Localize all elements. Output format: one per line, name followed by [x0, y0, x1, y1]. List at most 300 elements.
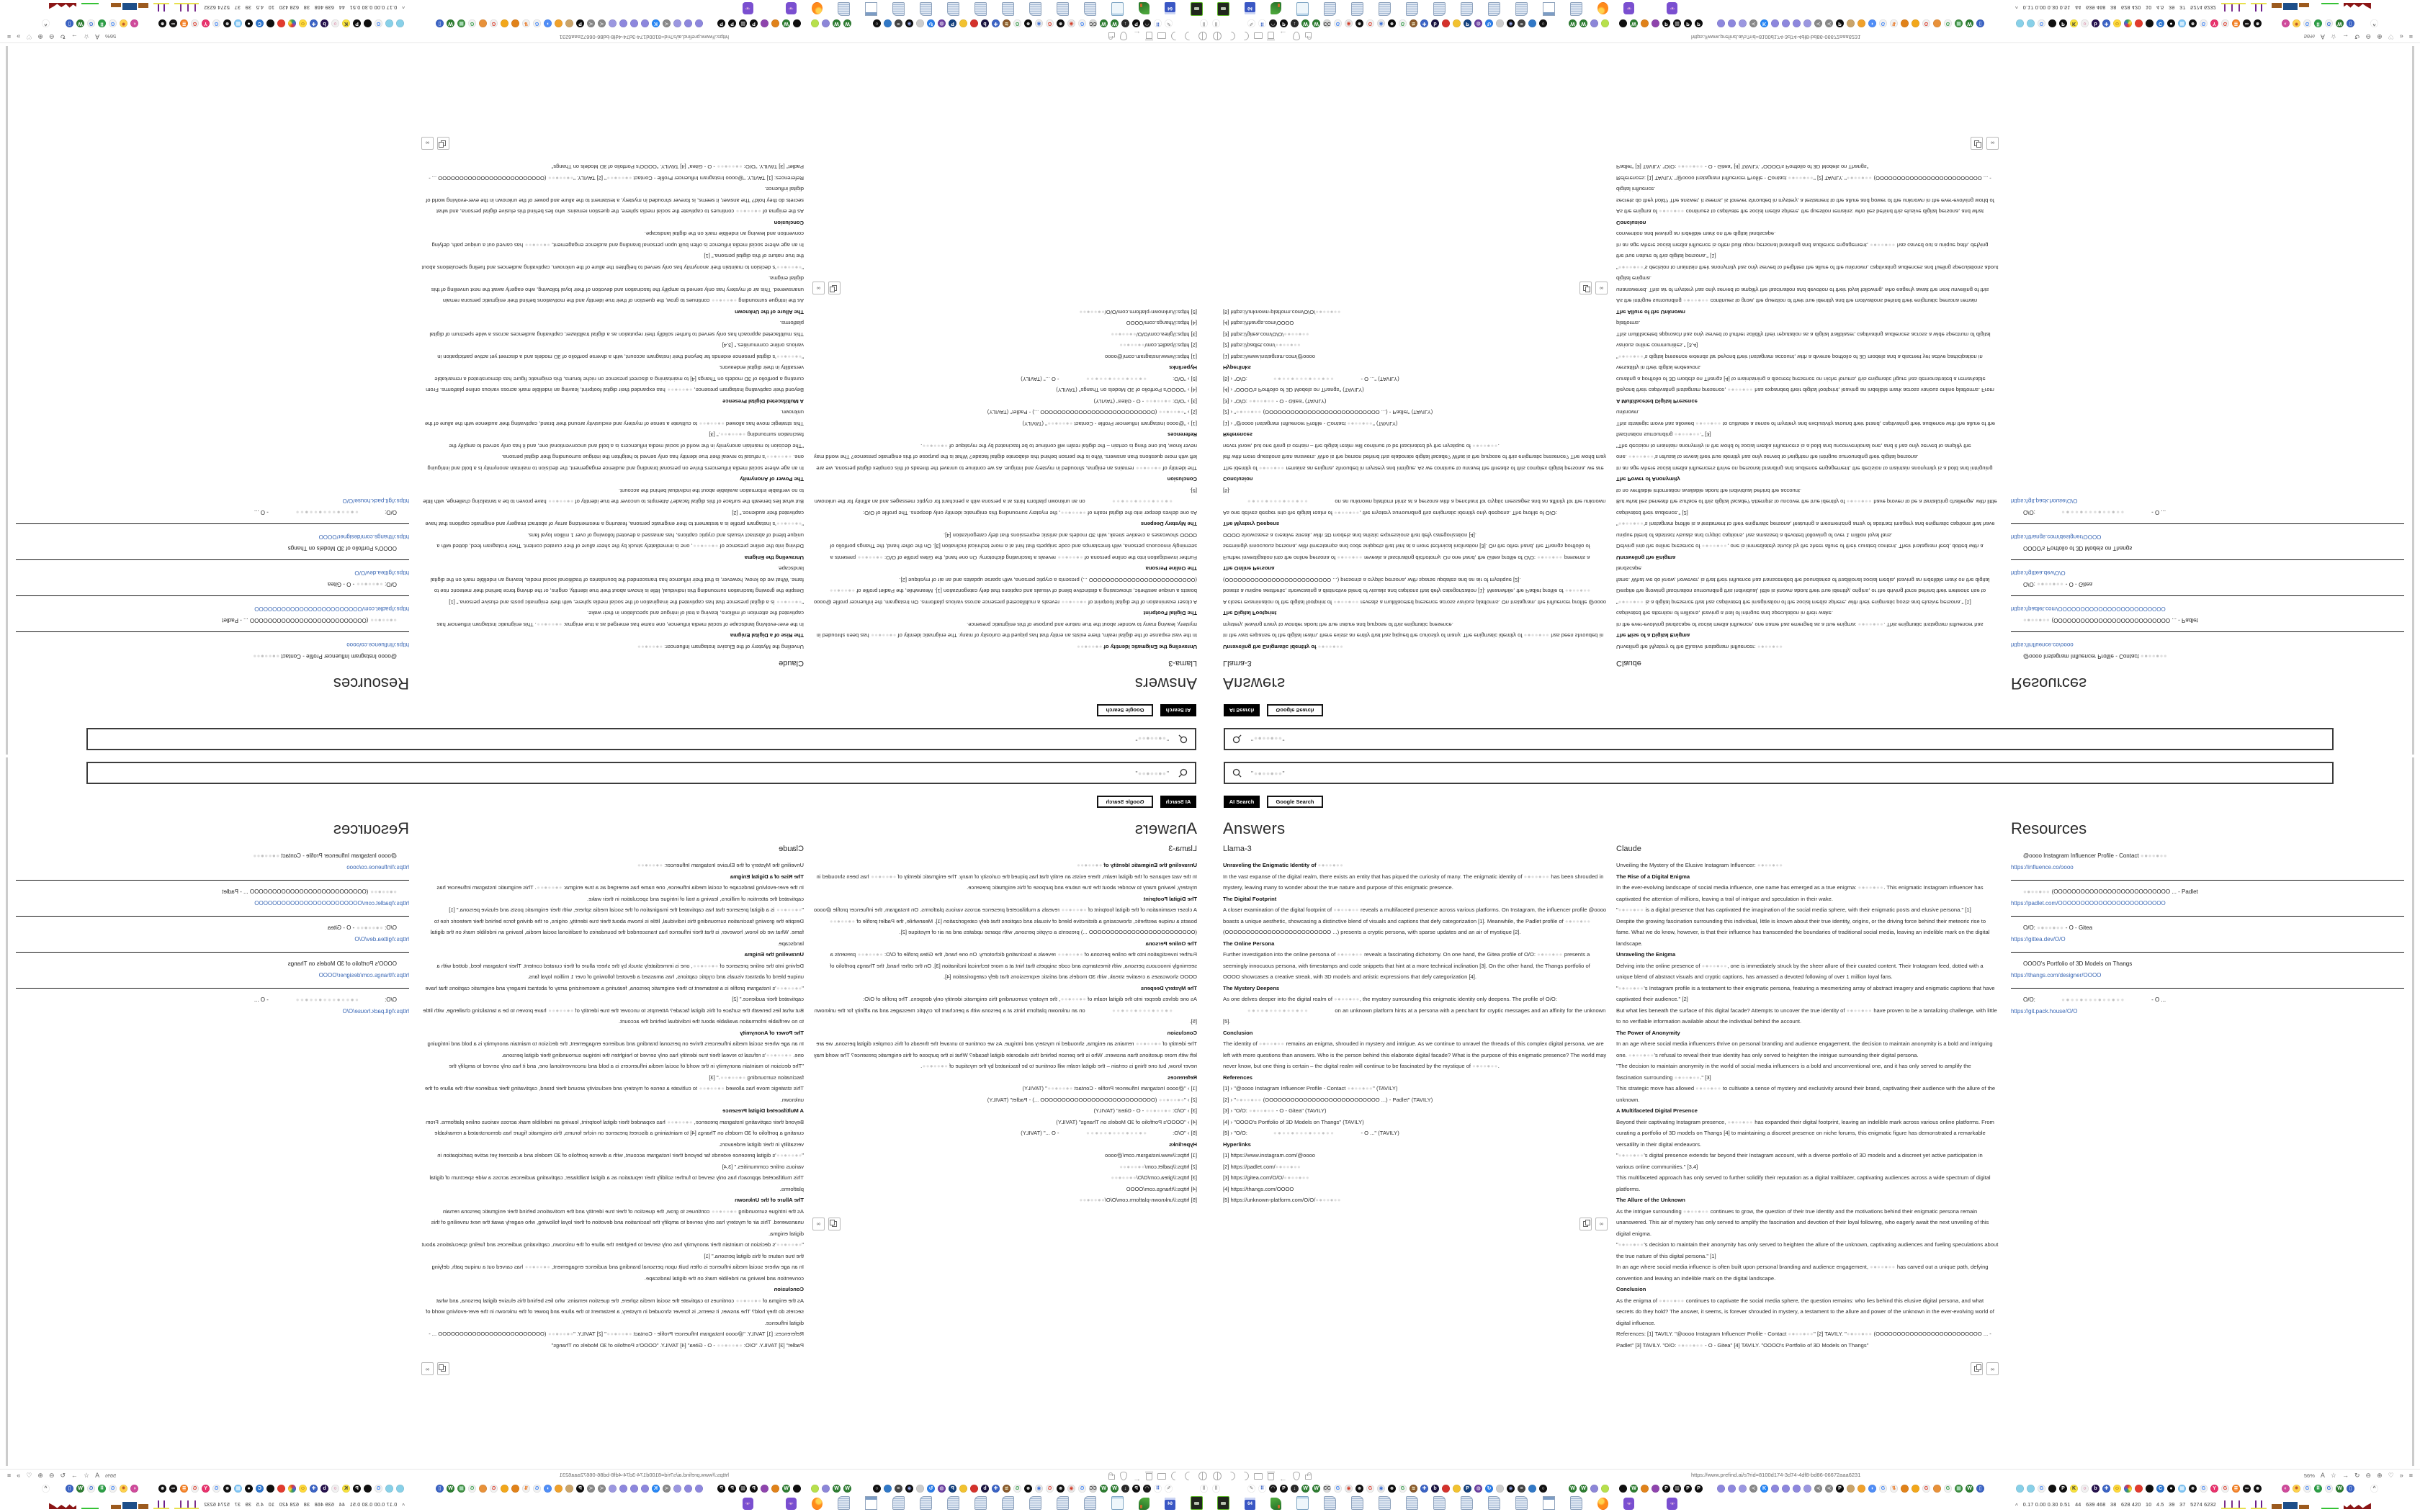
- tab-favicon[interactable]: [555, 1485, 563, 1493]
- tab-favicon[interactable]: ○: [2081, 20, 2089, 28]
- toolbar-icon[interactable]: [1108, 1475, 1115, 1480]
- tab-favicon[interactable]: ‖: [1200, 20, 1208, 28]
- tab-favicon[interactable]: ≺: [663, 20, 671, 28]
- desktop-icon[interactable]: [1543, 2, 1555, 16]
- zoom-level[interactable]: 56%: [2303, 33, 2315, 40]
- tab-favicon[interactable]: ^: [42, 20, 50, 28]
- desktop-icon[interactable]: [1296, 1496, 1309, 1510]
- tab-favicon[interactable]: ‖: [1200, 1485, 1208, 1493]
- toolbar-icon[interactable]: ↻: [2354, 1472, 2360, 1479]
- tab-favicon[interactable]: G: [375, 20, 382, 28]
- tab-favicon[interactable]: ⠿: [1258, 1485, 1266, 1493]
- toolbar-icon[interactable]: [1198, 1472, 1207, 1480]
- toolbar-icon[interactable]: ☆: [2330, 1472, 2336, 1479]
- toolbar-icon[interactable]: [1213, 32, 1222, 41]
- tab-favicon[interactable]: [266, 20, 274, 28]
- tab-favicon[interactable]: P: [353, 1485, 361, 1493]
- resource-title[interactable]: OOOO's Portfolio of 3D Models on Thangs: [2023, 545, 2133, 552]
- tab-favicon[interactable]: ‖: [1212, 1485, 1220, 1493]
- tab-favicon[interactable]: ✹: [2293, 1485, 2300, 1493]
- tab-favicon[interactable]: [1739, 20, 1747, 28]
- tab-favicon[interactable]: [641, 1485, 649, 1493]
- page-scrollbar[interactable]: [6, 757, 8, 1466]
- tab-favicon[interactable]: W: [1569, 1485, 1577, 1493]
- tab-favicon[interactable]: ◉: [905, 20, 913, 28]
- tab-favicon[interactable]: ↻: [927, 20, 935, 28]
- copy-answer-button[interactable]: [1579, 282, 1592, 295]
- desktop-icon[interactable]: [892, 2, 905, 16]
- tab-favicon[interactable]: ✚: [992, 20, 1000, 28]
- tab-favicon[interactable]: G: [2303, 20, 2311, 28]
- tab-favicon[interactable]: ∞: [169, 1485, 177, 1493]
- toolbar-icon[interactable]: [1279, 1472, 1288, 1480]
- tab-favicon[interactable]: W: [1966, 20, 1973, 28]
- tab-favicon[interactable]: [2027, 1485, 2035, 1493]
- tab-favicon[interactable]: ↓: [1291, 20, 1299, 28]
- tab-favicon[interactable]: P: [1695, 1485, 1703, 1493]
- search-input[interactable]: [86, 728, 1196, 750]
- tab-favicon[interactable]: P: [717, 1485, 725, 1493]
- tab-favicon[interactable]: ▯: [436, 1485, 444, 1493]
- tab-favicon[interactable]: G: [1399, 20, 1407, 28]
- resource-link[interactable]: https://padlet.com/OOOOOOOOOOOOOOOOOOOOOOOO: [254, 606, 409, 612]
- tab-favicon[interactable]: ☻: [1356, 21, 1363, 27]
- tab-favicon[interactable]: [1496, 20, 1504, 28]
- toolbar-icon[interactable]: [1239, 30, 1251, 42]
- tab-favicon[interactable]: G: [1334, 1485, 1342, 1493]
- tab-favicon[interactable]: G: [1334, 20, 1342, 28]
- google-search-button[interactable]: Google Search: [1097, 704, 1153, 716]
- resource-title[interactable]: O/O: ●●●●●●● - O - Gitea: [2023, 581, 2093, 588]
- copy-answer-button[interactable]: [828, 1218, 841, 1230]
- tab-favicon[interactable]: [288, 20, 296, 28]
- tab-favicon[interactable]: W: [782, 1485, 790, 1493]
- toolbar-icon[interactable]: ♡: [2388, 33, 2394, 40]
- tab-favicon[interactable]: P: [1132, 20, 1140, 28]
- tab-favicon[interactable]: [1590, 20, 1598, 28]
- desktop-icon[interactable]: [1002, 2, 1014, 16]
- tab-favicon[interactable]: [2016, 20, 2024, 28]
- desktop-icon[interactable]: [1270, 2, 1281, 14]
- toolbar-icon[interactable]: [1132, 32, 1141, 41]
- desktop-icon[interactable]: [920, 1496, 932, 1510]
- tab-favicon[interactable]: W: [1100, 20, 1108, 28]
- tab-favicon[interactable]: [1717, 20, 1725, 28]
- link-answer-button[interactable]: [1986, 1362, 1999, 1375]
- tab-favicon[interactable]: ○: [331, 20, 339, 28]
- copy-answer-button[interactable]: [437, 137, 449, 150]
- tab-favicon[interactable]: [1442, 20, 1450, 28]
- tab-favicon[interactable]: ≋: [1410, 20, 1417, 28]
- toolbar-icon[interactable]: ⊕: [2377, 33, 2383, 40]
- tab-favicon[interactable]: P: [728, 1485, 736, 1493]
- tab-favicon[interactable]: ☻: [224, 1485, 230, 1491]
- tab-favicon[interactable]: [1717, 1485, 1725, 1493]
- tab-favicon[interactable]: ⠿: [98, 1485, 106, 1493]
- tab-favicon[interactable]: P: [1662, 20, 1670, 28]
- desktop-icon[interactable]: [1245, 2, 1255, 14]
- tab-favicon[interactable]: [2146, 1485, 2154, 1493]
- tab-favicon[interactable]: [1641, 20, 1649, 28]
- tab-favicon[interactable]: [1652, 1485, 1659, 1493]
- tab-favicon[interactable]: ▦: [2178, 1485, 2186, 1493]
- resource-link[interactable]: https://thangs.com/designer/OOOO: [2011, 534, 2102, 540]
- resource-link[interactable]: https://git.pack.house/O/O: [342, 498, 409, 504]
- tab-favicon[interactable]: W: [76, 1485, 84, 1493]
- resource-title[interactable]: OOOO's Portfolio of 3D Models on Thangs: [2023, 960, 2133, 967]
- tab-favicon[interactable]: W: [1100, 1485, 1108, 1493]
- tab-favicon[interactable]: [619, 20, 627, 28]
- tab-favicon[interactable]: ✎: [1247, 20, 1255, 28]
- tab-favicon[interactable]: b: [1431, 1485, 1439, 1493]
- tab-favicon[interactable]: ⇅: [1890, 20, 1898, 28]
- resource-title[interactable]: @oooo Instagram Influencer Profile - Contact ●●●●●●●: [2023, 852, 2168, 859]
- tab-favicon[interactable]: ⠿: [1154, 20, 1162, 28]
- chevron-up-icon[interactable]: ^: [2015, 3, 2018, 9]
- tab-favicon[interactable]: ✎: [1165, 20, 1173, 28]
- tab-favicon[interactable]: W: [1630, 1485, 1638, 1493]
- tab-favicon[interactable]: ⠿: [1258, 20, 1266, 28]
- desktop-icon[interactable]: [1139, 1498, 1150, 1510]
- tab-favicon[interactable]: ≺: [587, 20, 595, 28]
- desktop-icon[interactable]: [1351, 2, 1363, 16]
- tab-favicon[interactable]: [2048, 1485, 2056, 1493]
- tab-favicon[interactable]: P: [750, 20, 758, 28]
- tab-favicon[interactable]: K: [342, 20, 350, 28]
- toolbar-icon[interactable]: A: [95, 1472, 100, 1479]
- toolbar-icon[interactable]: ⊕: [37, 33, 43, 40]
- tab-favicon[interactable]: W: [1630, 20, 1638, 28]
- tab-favicon[interactable]: [609, 20, 617, 28]
- resource-link[interactable]: https://git.pack.house/O/O: [2011, 1008, 2078, 1014]
- toolbar-icon[interactable]: →: [71, 33, 78, 40]
- tab-favicon[interactable]: ≺: [1814, 20, 1822, 28]
- tab-favicon[interactable]: [396, 20, 404, 28]
- tab-favicon[interactable]: ◉: [1035, 20, 1043, 28]
- tab-favicon[interactable]: G: [2221, 20, 2229, 28]
- desktop-icon[interactable]: [1597, 2, 1608, 14]
- tab-favicon[interactable]: CC: [1323, 21, 1331, 27]
- desktop-icon[interactable]: [786, 1498, 797, 1510]
- link-answer-button[interactable]: [421, 137, 434, 150]
- tab-favicon[interactable]: [2124, 20, 2132, 28]
- desktop-icon[interactable]: [1165, 2, 1175, 14]
- toolbar-icon[interactable]: [1268, 1473, 1274, 1480]
- tab-favicon[interactable]: [385, 20, 393, 28]
- tab-favicon[interactable]: W: [2336, 20, 2344, 28]
- tab-favicon[interactable]: [1793, 1485, 1801, 1493]
- desktop-icon[interactable]: [1245, 1498, 1255, 1510]
- tab-favicon[interactable]: W: [1312, 1485, 1320, 1493]
- desktop-icon[interactable]: [1379, 2, 1391, 16]
- tab-favicon[interactable]: P: [353, 20, 361, 28]
- copy-answer-button[interactable]: [1579, 1218, 1592, 1230]
- tab-favicon[interactable]: [1496, 1485, 1504, 1493]
- tab-favicon[interactable]: Y: [202, 1485, 210, 1493]
- tab-favicon[interactable]: ☺: [300, 1485, 306, 1491]
- tab-favicon[interactable]: G: [1879, 20, 1887, 28]
- toolbar-icon[interactable]: [1239, 1470, 1251, 1482]
- tab-favicon[interactable]: [396, 1485, 404, 1493]
- tab-favicon[interactable]: ○: [331, 1485, 339, 1493]
- tab-favicon[interactable]: G: [468, 20, 476, 28]
- tab-favicon[interactable]: ^: [2370, 1485, 2378, 1493]
- copy-answer-button[interactable]: [828, 282, 841, 295]
- address-bar[interactable]: [0, 1470, 1210, 1482]
- resource-link[interactable]: https://git.pack.house/O/O: [342, 1008, 409, 1014]
- tab-favicon[interactable]: [822, 20, 830, 28]
- tab-favicon[interactable]: G: [375, 1485, 382, 1493]
- tab-favicon[interactable]: P: [1662, 1485, 1670, 1493]
- tab-favicon[interactable]: ▥: [1673, 20, 1681, 28]
- desktop-icon[interactable]: [1139, 2, 1150, 14]
- tab-favicon[interactable]: W: [1301, 1485, 1309, 1493]
- tab-favicon[interactable]: [1601, 1485, 1609, 1493]
- tab-favicon[interactable]: [771, 1485, 779, 1493]
- tab-favicon[interactable]: ○: [1539, 20, 1547, 28]
- toolbar-icon[interactable]: ⊖: [2365, 1472, 2372, 1479]
- tab-favicon[interactable]: ◐: [2282, 1485, 2290, 1493]
- tab-favicon[interactable]: b: [321, 20, 328, 28]
- google-search-button[interactable]: Google Search: [1267, 796, 1323, 808]
- tab-favicon[interactable]: [2124, 1485, 2132, 1493]
- tab-favicon[interactable]: ≡: [1518, 20, 1525, 28]
- toolbar-icon[interactable]: ↻: [60, 33, 66, 40]
- tab-favicon[interactable]: ↻: [1485, 20, 1493, 28]
- tab-favicon[interactable]: C: [256, 20, 264, 28]
- tab-favicon[interactable]: ^: [2370, 20, 2378, 28]
- desktop-icon[interactable]: [892, 1496, 905, 1510]
- tab-favicon[interactable]: ●: [245, 20, 253, 28]
- google-search-button[interactable]: Google Search: [1267, 704, 1323, 716]
- tab-favicon[interactable]: ▯: [1976, 20, 1984, 28]
- tab-favicon[interactable]: G: [533, 20, 541, 28]
- desktop-icon[interactable]: [743, 1498, 753, 1510]
- toolbar-icon[interactable]: [1254, 1473, 1263, 1480]
- desktop-icon[interactable]: [1029, 2, 1041, 16]
- tab-favicon[interactable]: ∞: [2243, 1485, 2251, 1493]
- tab-favicon[interactable]: W: [1301, 20, 1309, 28]
- tab-favicon[interactable]: ◗: [544, 1485, 552, 1493]
- chevron-up-icon[interactable]: ^: [2015, 1503, 2018, 1509]
- tab-favicon[interactable]: ↓: [1121, 20, 1129, 28]
- tab-favicon[interactable]: ◉: [1035, 1485, 1043, 1493]
- desktop-icon[interactable]: [1351, 1496, 1363, 1510]
- tab-favicon[interactable]: ≡: [895, 20, 902, 28]
- desktop-icon[interactable]: [1165, 1498, 1175, 1510]
- tab-favicon[interactable]: ▯: [66, 1485, 73, 1493]
- tab-favicon[interactable]: ●: [2167, 20, 2175, 28]
- tab-favicon[interactable]: [1771, 20, 1779, 28]
- tab-favicon[interactable]: [1933, 1485, 1941, 1493]
- toolbar-icon[interactable]: [1293, 32, 1300, 40]
- desktop-icon[interactable]: [1515, 2, 1528, 16]
- tab-favicon[interactable]: ⠿: [2314, 1485, 2322, 1493]
- tab-favicon[interactable]: ✹: [120, 20, 127, 28]
- tab-favicon[interactable]: ☻: [224, 21, 230, 27]
- tab-favicon[interactable]: [2016, 1485, 2024, 1493]
- tab-favicon[interactable]: [1912, 20, 1919, 28]
- address-bar[interactable]: [0, 30, 1210, 42]
- tab-favicon[interactable]: ◉: [1067, 20, 1075, 28]
- desktop-icon[interactable]: [974, 2, 987, 16]
- tab-favicon[interactable]: [1652, 20, 1659, 28]
- tab-favicon[interactable]: W: [833, 1485, 841, 1493]
- tab-favicon[interactable]: ☻: [1389, 21, 1395, 27]
- toolbar-icon[interactable]: [1225, 1470, 1237, 1482]
- tab-favicon[interactable]: [811, 1485, 819, 1493]
- tab-favicon[interactable]: ◠: [1269, 20, 1277, 28]
- tab-favicon[interactable]: [277, 20, 285, 28]
- tab-favicon[interactable]: W: [1312, 20, 1320, 28]
- tab-favicon[interactable]: [479, 20, 487, 28]
- tab-favicon[interactable]: ◍: [1474, 1485, 1482, 1493]
- desktop-icon[interactable]: [1111, 2, 1124, 16]
- tab-favicon[interactable]: G: [2038, 20, 2045, 28]
- tab-favicon[interactable]: ≋: [1410, 1485, 1417, 1493]
- tab-favicon[interactable]: ◠: [1143, 20, 1151, 28]
- tab-favicon[interactable]: [884, 20, 892, 28]
- tab-favicon[interactable]: G: [468, 1485, 476, 1493]
- page-url[interactable]: https://www.prefind.ai/s?rid=8100d174-3d74-4df8-bd86-06672aaa6231: [1691, 1472, 1861, 1478]
- resource-link[interactable]: https://gittea.dev/O/O: [354, 936, 409, 942]
- tab-favicon[interactable]: ⠿: [1154, 1485, 1162, 1493]
- tab-favicon[interactable]: ◉: [1345, 1485, 1353, 1493]
- toolbar-icon[interactable]: [1305, 1475, 1312, 1480]
- tab-favicon[interactable]: G: [212, 20, 220, 28]
- desktop-icon[interactable]: [1002, 1496, 1014, 1510]
- tab-favicon[interactable]: [1912, 1485, 1919, 1493]
- tab-favicon[interactable]: ↻: [1485, 1485, 1493, 1493]
- tab-favicon[interactable]: G: [109, 20, 117, 28]
- tab-favicon[interactable]: ✎: [1247, 1485, 1255, 1493]
- google-search-button[interactable]: Google Search: [1097, 796, 1153, 808]
- tab-favicon[interactable]: [761, 1485, 768, 1493]
- tab-favicon[interactable]: [1728, 20, 1736, 28]
- tab-favicon[interactable]: W: [843, 1485, 851, 1493]
- tab-favicon[interactable]: ✚: [310, 20, 318, 28]
- tab-favicon[interactable]: ✚: [992, 1485, 1000, 1493]
- toolbar-icon[interactable]: [1213, 1472, 1222, 1480]
- toolbar-icon[interactable]: →: [2342, 1472, 2349, 1479]
- tab-favicon[interactable]: [1803, 1485, 1811, 1493]
- toolbar-icon[interactable]: [1225, 30, 1237, 42]
- desktop-icon[interactable]: [1461, 1496, 1473, 1510]
- tab-favicon[interactable]: ☻: [159, 1485, 166, 1491]
- tab-favicon[interactable]: G: [1944, 1485, 1952, 1493]
- desktop-icon[interactable]: [947, 2, 959, 16]
- tab-favicon[interactable]: G: [533, 1485, 541, 1493]
- toolbar-icon[interactable]: ☆: [84, 33, 90, 40]
- toolbar-icon[interactable]: →: [2342, 33, 2349, 40]
- tab-favicon[interactable]: ●: [245, 1485, 253, 1493]
- tab-favicon[interactable]: W: [76, 20, 84, 28]
- resource-title[interactable]: @oooo Instagram Influencer Profile - Contact ●●●●●●●: [252, 852, 397, 859]
- tab-favicon[interactable]: W: [447, 20, 454, 28]
- tab-favicon[interactable]: [277, 1485, 285, 1493]
- tab-favicon[interactable]: G: [1399, 1485, 1407, 1493]
- tab-favicon[interactable]: ‖: [1212, 20, 1220, 28]
- tab-favicon[interactable]: ◗: [1868, 1485, 1876, 1493]
- resource-title[interactable]: ●●●●●●● (OOOOOOOOOOOOOOOOOOOOOOOOOO ... - Padlet: [222, 617, 397, 624]
- tab-favicon[interactable]: [1847, 20, 1855, 28]
- tab-favicon[interactable]: ↻: [927, 1485, 935, 1493]
- tab-favicon[interactable]: ☻: [1356, 1485, 1363, 1491]
- tab-favicon[interactable]: K: [1760, 20, 1768, 28]
- tab-favicon[interactable]: [1601, 20, 1609, 28]
- tab-favicon[interactable]: ↓: [1291, 1485, 1299, 1493]
- zoom-level[interactable]: 56%: [105, 1472, 117, 1479]
- toolbar-icon[interactable]: ↻: [60, 1472, 66, 1479]
- tab-favicon[interactable]: ✹: [2293, 20, 2300, 28]
- desktop-icon[interactable]: [1084, 1496, 1096, 1510]
- resource-link[interactable]: https://padlet.com/OOOOOOOOOOOOOOOOOOOOOOOO: [2011, 900, 2166, 906]
- tab-favicon[interactable]: ✎: [1165, 1485, 1173, 1493]
- page-scrollbar[interactable]: [2412, 757, 2414, 1466]
- tab-favicon[interactable]: P: [1695, 20, 1703, 28]
- tab-favicon[interactable]: [1933, 20, 1941, 28]
- tab-favicon[interactable]: CC: [1089, 1485, 1097, 1491]
- tab-favicon[interactable]: [511, 20, 519, 28]
- toolbar-icon[interactable]: [1157, 1473, 1166, 1480]
- tab-favicon[interactable]: [641, 20, 649, 28]
- tab-favicon[interactable]: W: [1111, 20, 1119, 28]
- copy-answer-button[interactable]: [1971, 137, 1983, 150]
- tab-favicon[interactable]: P: [1836, 20, 1844, 28]
- tab-favicon[interactable]: [501, 20, 508, 28]
- resource-title[interactable]: ●●●●●●● (OOOOOOOOOOOOOOOOOOOOOOOOOO ... - Padlet: [2023, 617, 2198, 624]
- tab-favicon[interactable]: ◐: [130, 1485, 138, 1493]
- toolbar-icon[interactable]: ≡: [7, 1472, 12, 1479]
- desktop-icon[interactable]: [1057, 1496, 1069, 1510]
- tab-favicon[interactable]: ≺: [1814, 1485, 1822, 1493]
- tab-favicon[interactable]: P: [2059, 20, 2067, 28]
- toolbar-icon[interactable]: [1198, 32, 1207, 41]
- tab-favicon[interactable]: ●: [2167, 1485, 2175, 1493]
- tab-favicon[interactable]: Y: [2210, 1485, 2218, 1493]
- toolbar-icon[interactable]: [1268, 32, 1274, 40]
- tab-favicon[interactable]: ⇅: [522, 20, 530, 28]
- toolbar-icon[interactable]: A: [95, 33, 100, 40]
- tab-favicon[interactable]: ≣: [2232, 20, 2240, 28]
- toolbar-icon[interactable]: ♡: [26, 1472, 32, 1479]
- resource-link[interactable]: https://thangs.com/designer/OOOO: [318, 972, 409, 978]
- desktop-icon[interactable]: [974, 1496, 987, 1510]
- tab-favicon[interactable]: G: [2325, 20, 2333, 28]
- tab-favicon[interactable]: ▥: [739, 20, 747, 28]
- tab-favicon[interactable]: [1739, 1485, 1747, 1493]
- tab-favicon[interactable]: [630, 20, 638, 28]
- tab-favicon[interactable]: Y: [202, 20, 210, 28]
- toolbar-icon[interactable]: A: [2320, 1472, 2325, 1479]
- desktop-icon[interactable]: [1570, 1496, 1582, 1510]
- tab-favicon[interactable]: ◉: [1067, 1485, 1075, 1493]
- page-url[interactable]: https://www.prefind.ai/s?rid=8100d174-3d74-4df8-bd86-06672aaa6231: [559, 1472, 729, 1478]
- tab-favicon[interactable]: [1641, 1485, 1649, 1493]
- tab-favicon[interactable]: G: [490, 20, 498, 28]
- copy-answer-button[interactable]: [437, 1362, 449, 1375]
- tab-favicon[interactable]: W: [833, 20, 841, 28]
- tab-favicon[interactable]: K: [342, 1485, 350, 1493]
- tab-favicon[interactable]: ☻: [1389, 1485, 1395, 1491]
- tab-favicon[interactable]: W: [1569, 20, 1577, 28]
- desktop-icon[interactable]: [1406, 1496, 1418, 1510]
- tab-favicon[interactable]: ∞: [2243, 20, 2251, 28]
- tab-favicon[interactable]: ▦: [1955, 20, 1963, 28]
- resource-link[interactable]: https://influence.co/oooo: [2011, 864, 2074, 870]
- desktop-icon[interactable]: [1191, 2, 1203, 16]
- tab-favicon[interactable]: [1528, 20, 1536, 28]
